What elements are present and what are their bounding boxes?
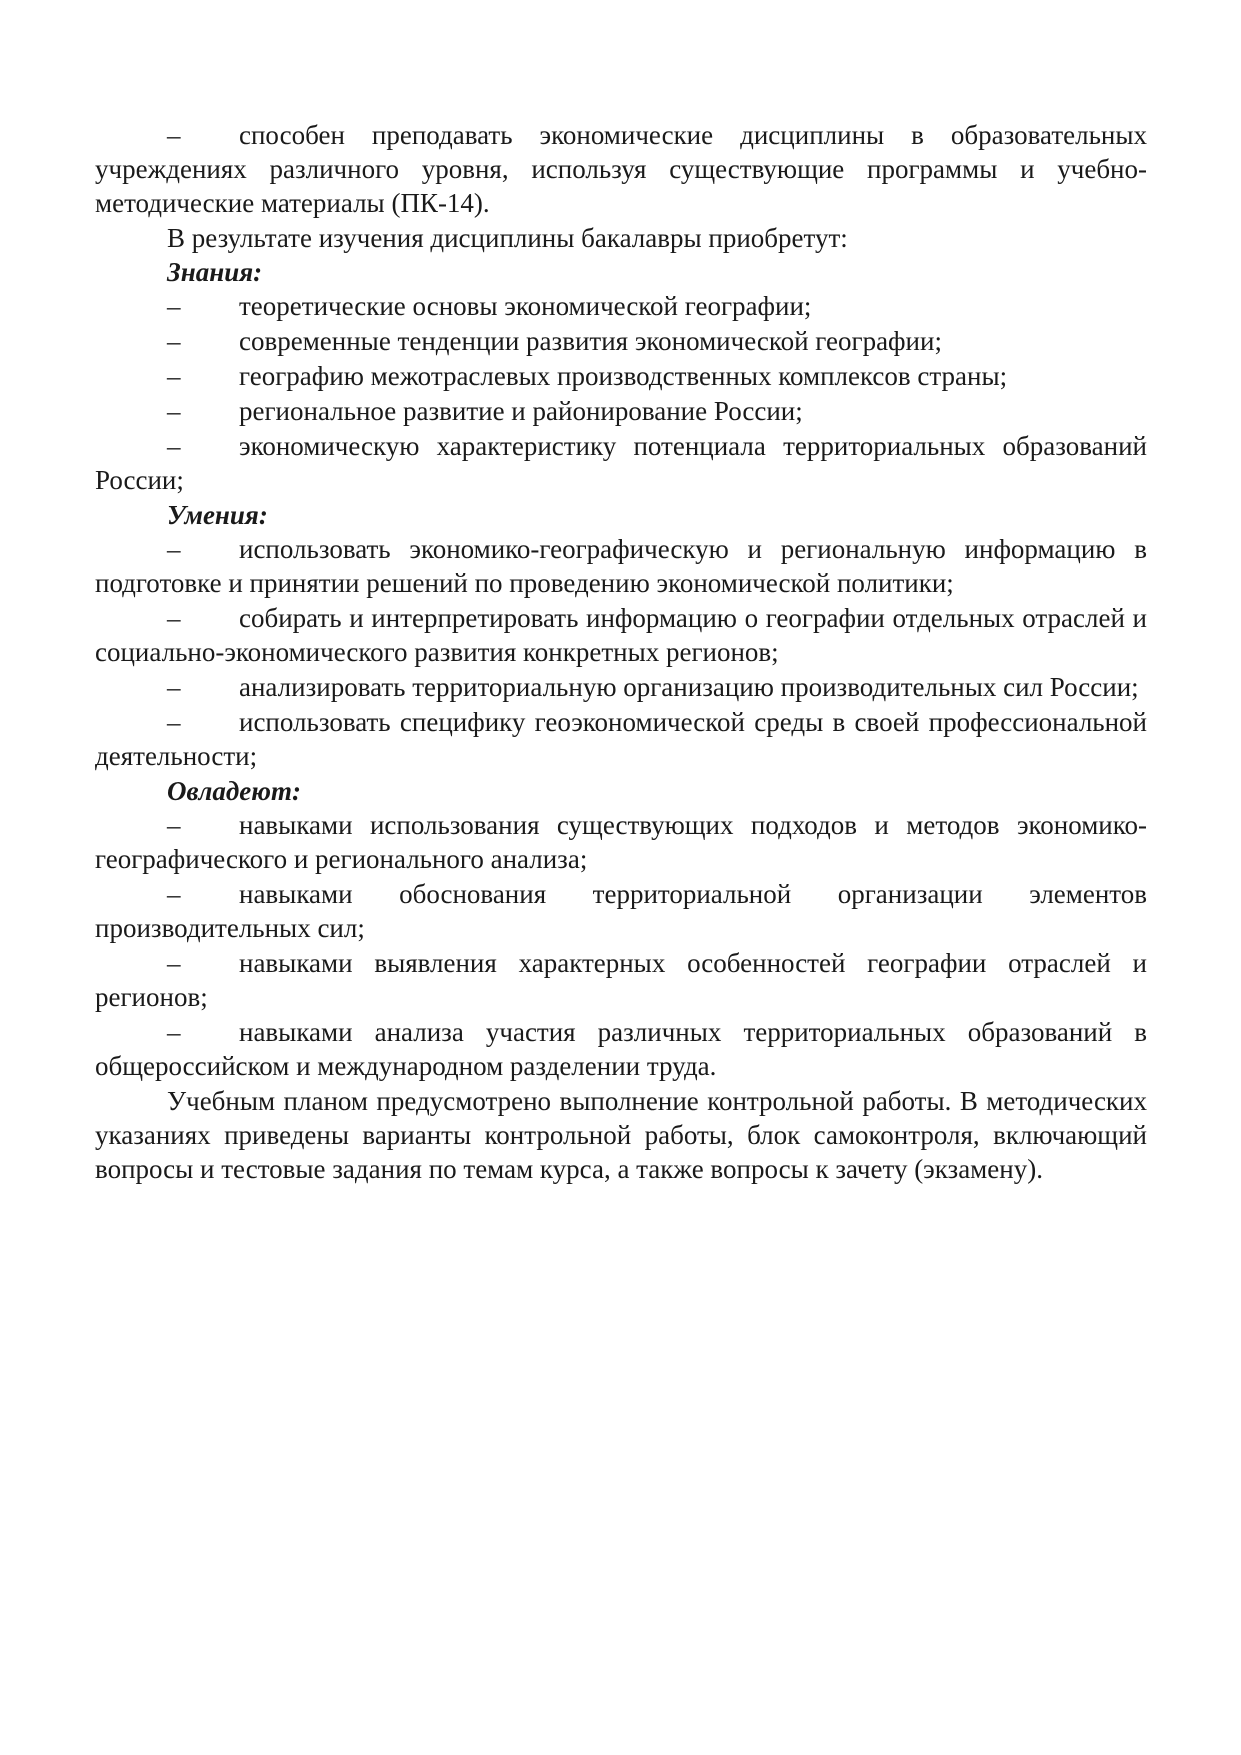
list-item xyxy=(95,1015,1147,1083)
list-item xyxy=(95,324,1147,358)
list-item xyxy=(95,601,1147,669)
skills-heading: Умения: xyxy=(167,500,268,530)
list-item-text: региональное развитие и районирование России; xyxy=(239,396,803,426)
list-item-text: навыками использования существующих подходов и методов экономико-географического и регионального анализа; xyxy=(95,810,1147,874)
list-dash: – xyxy=(167,534,181,564)
list-item-text: использовать экономико-географическую и региональную информацию в подготовке и принятии решений по проведению экономической политики; xyxy=(95,534,1147,598)
list-item-text: навыками анализа участия различных территориальных образований в общероссийском и международном разделении труда. xyxy=(95,1017,1147,1081)
list-item-text: собирать и интерпретировать информацию о географии отдельных отраслей и социально-экономического развития конкретных регионов; xyxy=(95,603,1147,667)
knowledge-heading: Знания: xyxy=(167,257,263,287)
list-dash: – xyxy=(167,361,181,391)
list-item xyxy=(95,394,1147,428)
list-dash: – xyxy=(167,672,181,702)
list-dash: – xyxy=(167,120,181,150)
list-item xyxy=(95,429,1147,497)
list-dash: – xyxy=(167,326,181,356)
mastery-heading: Овладеют: xyxy=(167,776,301,806)
list-item xyxy=(95,705,1147,773)
list-dash: – xyxy=(167,603,181,633)
list-dash: – xyxy=(167,707,181,737)
list-item-text: анализировать территориальную организацию производительных сил России; xyxy=(239,672,1139,702)
list-item xyxy=(95,877,1147,945)
list-item-text: экономическую характеристику потенциала территориальных образований России; xyxy=(95,431,1147,495)
document-page xyxy=(95,118,1147,1186)
list-dash: – xyxy=(167,810,181,840)
list-dash: – xyxy=(167,431,181,461)
list-item xyxy=(95,532,1147,600)
list-item xyxy=(95,289,1147,323)
list-item xyxy=(95,946,1147,1014)
list-item xyxy=(95,670,1147,704)
list-item-text: теоретические основы экономической географии; xyxy=(239,291,812,321)
list-dash: – xyxy=(167,948,181,978)
list-item-text: навыками выявления характерных особенностей географии отраслей и регионов; xyxy=(95,948,1147,1012)
competence-item xyxy=(95,118,1147,220)
list-item-text: современные тенденции развития экономической географии; xyxy=(239,326,942,356)
list-item-text: навыками обоснования территориальной организации элементов производительных сил; xyxy=(95,879,1147,943)
list-item xyxy=(95,359,1147,393)
list-dash: – xyxy=(167,1017,181,1047)
list-item-text: географию межотраслевых производственных комплексов страны; xyxy=(239,361,1008,391)
closing-paragraph: Учебным планом предусмотрено выполнение контрольной работы. В методических указаниях приведены варианты контрольной работы, блок самоконтроля, включающий вопросы и тестовые задания по темам курса, а также вопросы к зачету (экзамену). xyxy=(95,1086,1147,1184)
list-dash: – xyxy=(167,396,181,426)
list-item-text: использовать специфику геоэкономической среды в своей профессиональной деятельности; xyxy=(95,707,1147,771)
list-dash: – xyxy=(167,291,181,321)
list-dash: – xyxy=(167,879,181,909)
competence-text: способен преподавать экономические дисциплины в образовательных учреждениях различного уровня, используя существующие программы и учебно-методические материалы (ПК-14). xyxy=(95,120,1147,218)
intro-paragraph: В результате изучения дисциплины бакалавры приобретут: xyxy=(167,223,848,253)
list-item xyxy=(95,808,1147,876)
